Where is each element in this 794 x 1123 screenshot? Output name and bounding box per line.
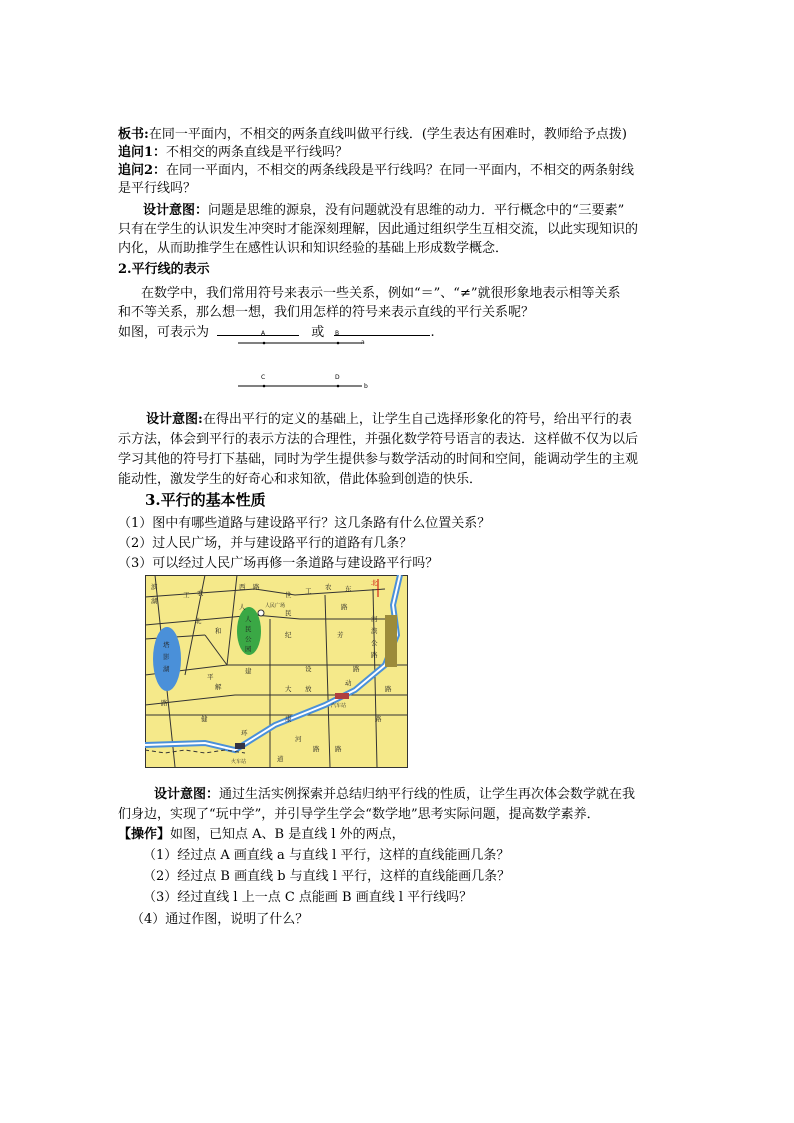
map-label-15: 和	[215, 627, 222, 635]
text-design-2-l3: 学习其他的符号打下基础，同时为学生提供参与数学活动的时间和空间，能调动学生的主观	[118, 452, 639, 467]
section-title-2: 2.平行线的表示	[118, 262, 210, 277]
map-label-16: 人	[245, 615, 252, 623]
paragraph-followup-1	[118, 144, 348, 161]
parallel-lines-figure	[230, 326, 380, 396]
map-label-24: 路	[371, 651, 378, 659]
map-label-46: 路	[335, 745, 342, 753]
map-label-48: 火车站	[231, 759, 247, 765]
map-label-20: 人民广场	[265, 603, 286, 609]
text-design-3-l2: 们身边，实现了“玩中学”，并引导学生学会“数学地”思考实际问题，提高数学素养．	[118, 807, 600, 822]
map-label-44: 河	[295, 735, 302, 743]
map-label-28: 芳	[337, 631, 344, 639]
label-board: 板书:	[118, 127, 149, 142]
text-represent-or: 或	[311, 325, 325, 340]
text-operation: 如图，已知点 A、B 是直线 l 外的两点，	[170, 827, 405, 842]
map-label-2: 工	[183, 591, 190, 599]
map-label-30: 建	[245, 667, 252, 675]
map-label-33: 解	[215, 683, 222, 691]
map-label-36: 动	[345, 679, 352, 687]
map-label-25: 塔	[163, 641, 170, 649]
bus-station-icon	[335, 693, 349, 699]
map-label-6: 人	[239, 603, 246, 611]
section-title-3: 3.平行的基本性质	[145, 491, 266, 509]
map-label-23: 公	[371, 639, 378, 647]
map-label-19: 园	[245, 645, 252, 653]
label-line-b: b	[364, 383, 368, 390]
text-followup-1: 不相交的两条直线是平行线吗？	[166, 145, 349, 160]
text-design-2-l1: 在得出平行的定义的基础上，让学生自己选择形象化的符号，给出平行的表	[202, 412, 632, 427]
paragraph-operation	[118, 826, 405, 843]
label-point-d: D	[335, 374, 340, 381]
paragraph-design-3	[154, 786, 635, 803]
map-label-27: 湖	[163, 665, 170, 673]
renmin-square-dot	[258, 610, 264, 616]
map-label-12: 东	[345, 585, 352, 593]
map-label-3: 农	[197, 589, 204, 597]
map-label-47: 道	[277, 755, 284, 763]
map-label-45: 路	[313, 745, 320, 753]
text-design-2-l2: 示方法，体会到平行的表示方法的合理性，并强化数学符号语言的表达．这样做不仅为以后	[118, 432, 639, 447]
question-2: （2）过人民广场，并与建设路平行的道路有几条？	[118, 536, 413, 551]
label-line-a: a	[361, 339, 365, 346]
map-label-38: 路	[161, 699, 168, 707]
label-operation: 【操作】	[118, 827, 171, 842]
label-design-1: 设计意图：	[143, 203, 209, 218]
operation-step-3: （3）经过直线 l 上一点 C 点能画 B 画直线 l 平行线吗？	[143, 890, 473, 905]
paragraph-board	[118, 126, 627, 143]
north-label: 北	[371, 579, 378, 587]
map-label-18: 公	[245, 635, 252, 643]
map-label-31: 设	[305, 665, 312, 673]
map-label-1: 湖	[151, 597, 158, 605]
map-label-22: 滨	[371, 627, 378, 635]
text-design-1-l2: 只有在学生的认识发生冲突时才能深刻理解，因此通过组织学生互相交流，以此实现知识的	[118, 222, 639, 237]
hebin-park-strip	[385, 615, 397, 667]
operation-step-1: （1）经过点 A 画直线 a 与直线 l 平行，这样的直线能画几条？	[143, 848, 510, 863]
text-represent-end: .	[430, 325, 435, 340]
map-label-0: 滨	[151, 583, 158, 591]
label-point-b: B	[335, 330, 340, 337]
map-label-39: 健	[201, 715, 208, 723]
text-followup-2: 在同一平面内，不相交的两条线段是平行线吗？在同一平面内，不相交的两条射线	[166, 163, 635, 178]
map-label-7: 世	[285, 591, 292, 599]
text-board: 在同一平面内，不相交的两条直线叫做平行线．(学生表达有困难时，教师给予点拨)	[148, 127, 627, 142]
map-label-37: 路	[385, 685, 392, 693]
paragraph-design-2	[146, 411, 632, 428]
map-label-21: 河	[371, 615, 378, 623]
map-label-41: 汽车站	[331, 703, 347, 709]
text-symbols-l2: 和不等关系，那么想一想，我们用怎样的符号来表示直线的平行关系呢？	[118, 305, 535, 320]
map-label-9: 纪	[285, 631, 292, 639]
operation-step-2: （2）经过点 B 画直线 b 与直线 l 平行，这样的直线能画几条？	[143, 869, 511, 884]
map-label-29: 平	[207, 673, 214, 681]
map-label-43: 环	[241, 729, 248, 737]
map-label-26: 影	[163, 653, 170, 661]
map-label-40: 康	[285, 715, 292, 723]
text-symbols-l1: 在数学中，我们常用符号来表示一些关系，例如“＝”、“≠”就很形象地表示相等关系	[141, 286, 621, 301]
map-label-42: 路	[375, 715, 382, 723]
point-b-dot	[337, 342, 340, 345]
label-design-3: 设计意图：	[154, 787, 220, 802]
text-design-3-l1: 通过生活实例探索并总结归纳平行线的性质，让学生再次体会数学就在我	[219, 787, 636, 802]
operation-step-4: （4）通过作图，说明了什么？	[131, 912, 309, 927]
paragraph-design-1	[143, 202, 624, 219]
label-followup-1: 追问1：	[118, 145, 167, 160]
text-followup-2-cont: 是平行线吗？	[118, 181, 197, 196]
map-label-17: 民	[245, 625, 252, 633]
map-label-8: 民	[285, 609, 292, 617]
text-design-2-l4: 能动性，激发学生的好奇心和求知欲，借此体验到创造的快乐．	[118, 472, 483, 487]
map-label-5: 路	[253, 583, 260, 591]
map-label-10: 工	[305, 587, 312, 595]
train-station-icon	[235, 743, 245, 749]
paragraph-followup-2	[118, 162, 634, 179]
map-label-34: 大	[285, 685, 292, 693]
city-map	[145, 575, 409, 769]
map-label-14: 北	[195, 617, 202, 625]
map-label-11: 农	[325, 583, 332, 591]
map-label-35: 放	[305, 685, 312, 693]
label-followup-2: 追问2：	[118, 163, 167, 178]
text-design-1-l1: 问题是思维的源泉，没有问题就没有思维的动力．平行概念中的“三要素”	[208, 203, 625, 218]
question-1: （1）图中有哪些道路与建设路平行？这几条路有什么位置关系？	[118, 516, 491, 531]
map-label-13: 路	[341, 603, 348, 611]
point-d-dot	[337, 385, 340, 388]
text-design-1-l3: 内化，从而助推学生在感性认识和知识经验的基础上形成数学概念．	[118, 241, 509, 256]
map-label-4: 西	[239, 583, 246, 591]
label-point-a: A	[261, 330, 266, 337]
map-label-32: 路	[353, 665, 360, 673]
point-a-dot	[263, 342, 266, 345]
label-point-c: C	[261, 374, 266, 381]
point-c-dot	[263, 385, 266, 388]
question-3: （3）可以经过人民广场再修一条道路与建设路平行吗？	[118, 556, 439, 571]
text-represent-pre: 如图，可表示为	[118, 325, 210, 340]
label-design-2: 设计意图:	[146, 412, 203, 427]
